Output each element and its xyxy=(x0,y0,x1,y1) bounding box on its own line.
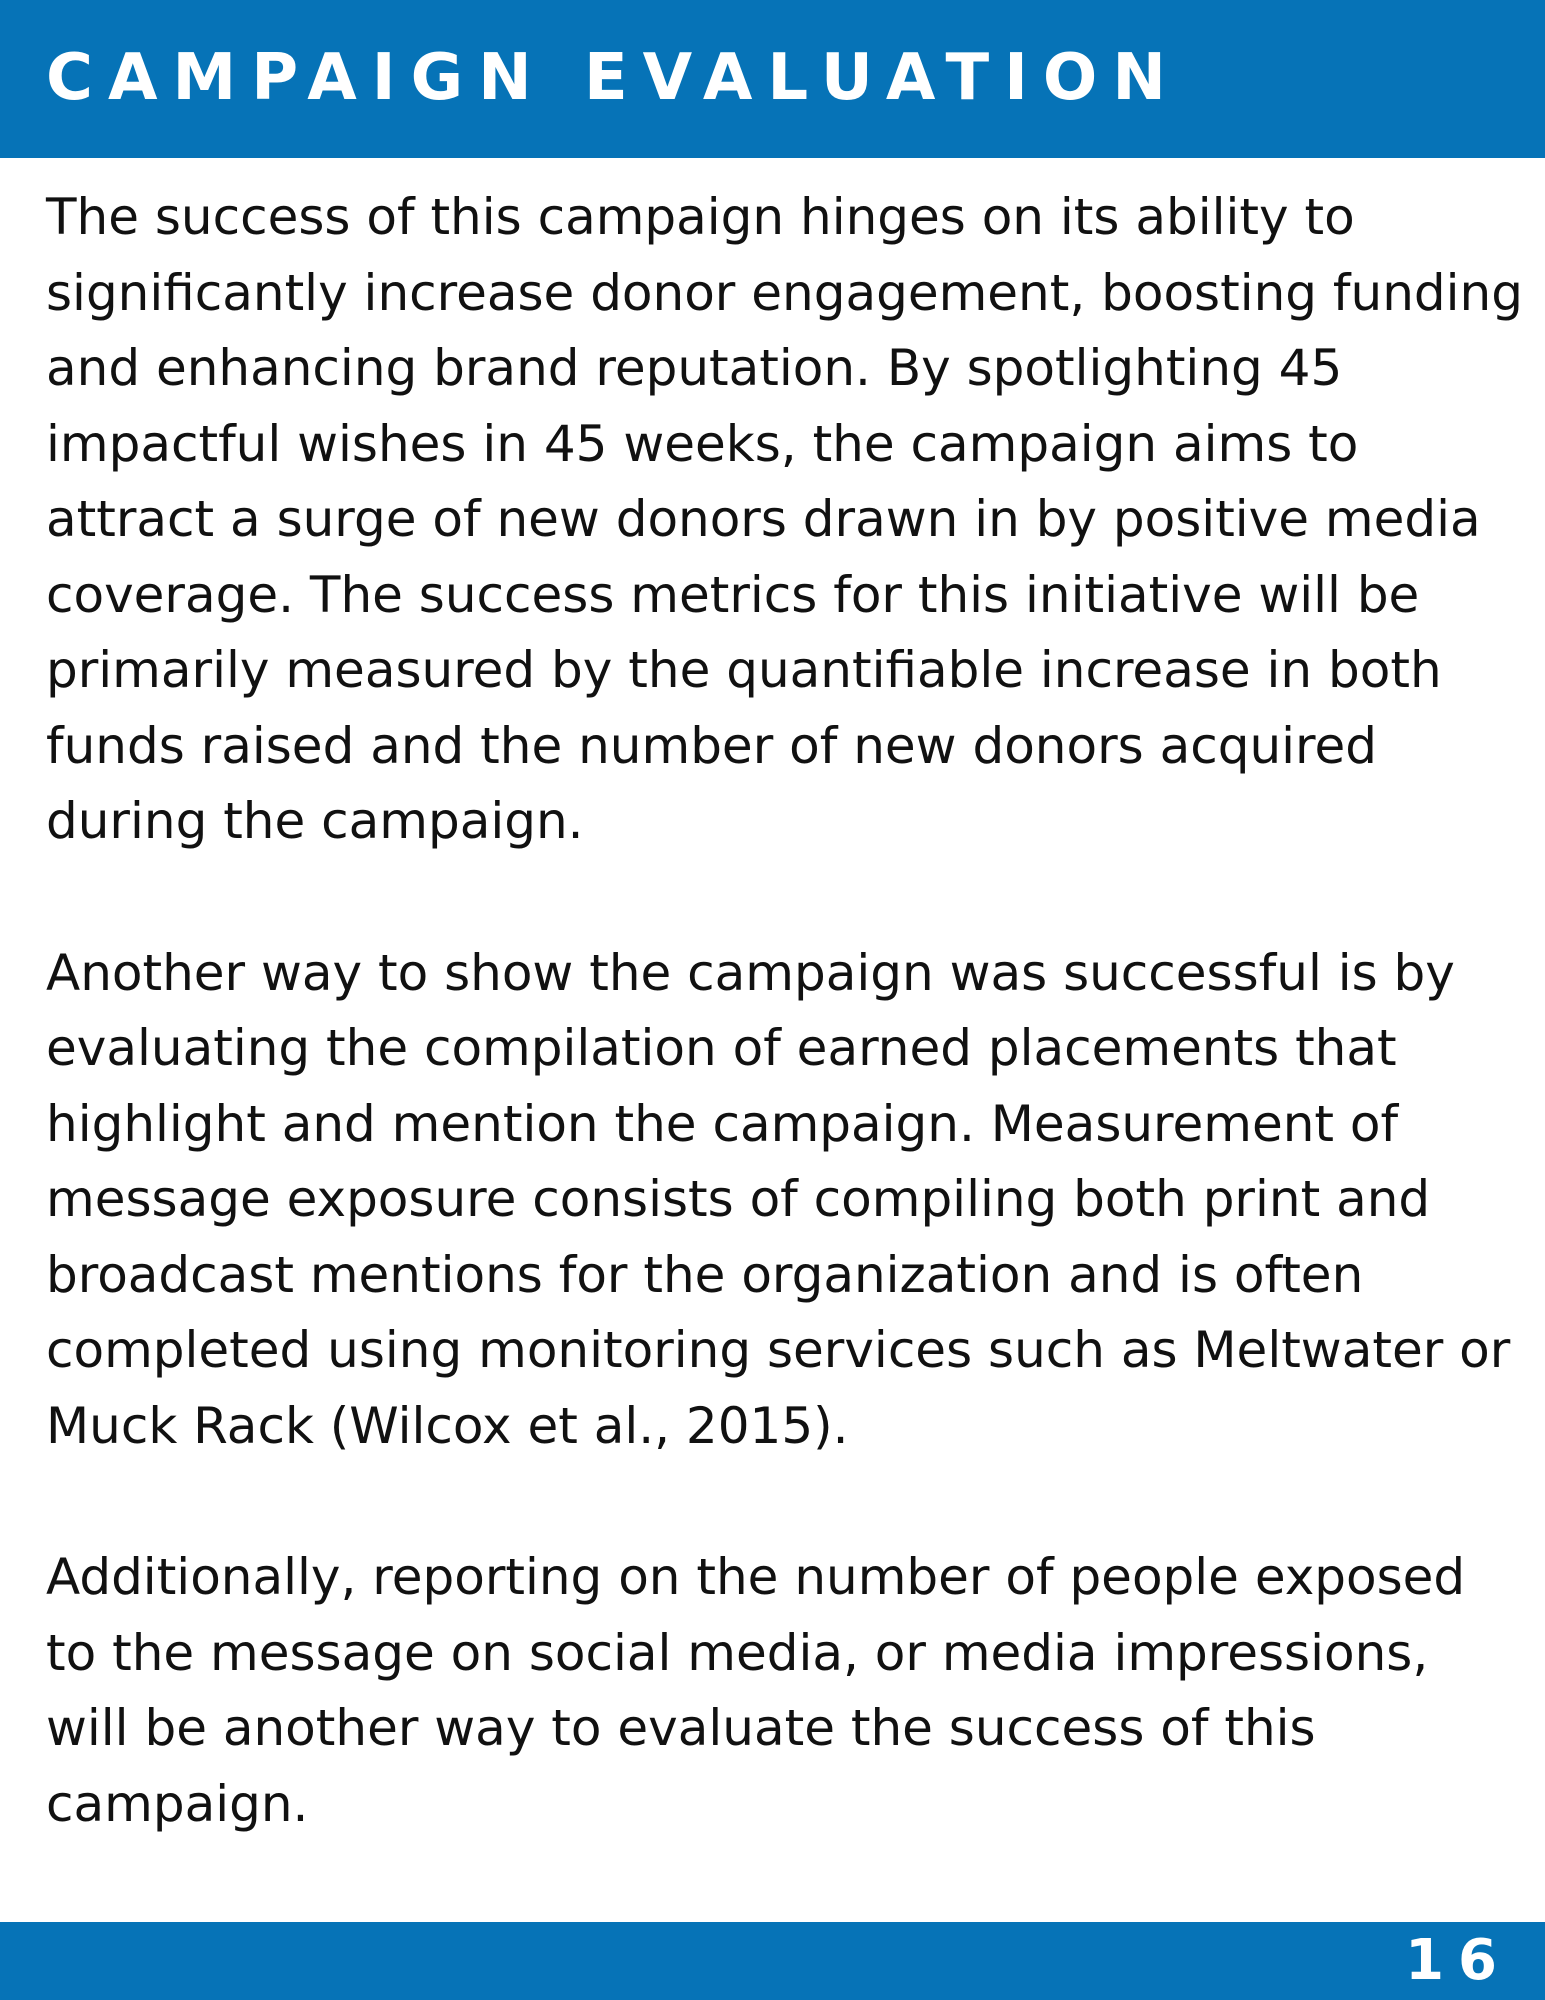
page-number: 16 xyxy=(1405,1928,1511,1993)
header-bar xyxy=(0,0,1545,158)
footer-bar xyxy=(0,1922,1545,2000)
paragraph-success-metrics: The success of this campaign hinges on its ability to significantly increase donor engagement, boosting funding and enhancing brand reputation. By spotlighting 45 impactful wishes in 45 weeks, the campaign aims to attract a surge of new donors drawn in by positive media coverage. The success metrics for this initiative will be primarily measured by the quantifiable increase in both funds raised and the number of new donors acquired during the campaign. xyxy=(46,188,1523,850)
paragraph-social-impressions: Additionally, reporting on the number of people exposed to the message on social media, or media impressions, will be another way to evaluate the success of this campaign. xyxy=(46,1548,1466,1833)
paragraph-earned-placements: Another way to show the campaign was successful is by evaluating the compilation of earned placements that highlight and mention the campaign. Measurement of message exposure consists of compiling both print and broadcast mentions for the organization and is often completed using monitoring services such as Meltwater or Muck Rack (Wilcox et al., 2015). xyxy=(46,943,1511,1455)
main-content xyxy=(46,180,1526,1842)
page-title: CAMPAIGN EVALUATION xyxy=(46,41,1181,115)
